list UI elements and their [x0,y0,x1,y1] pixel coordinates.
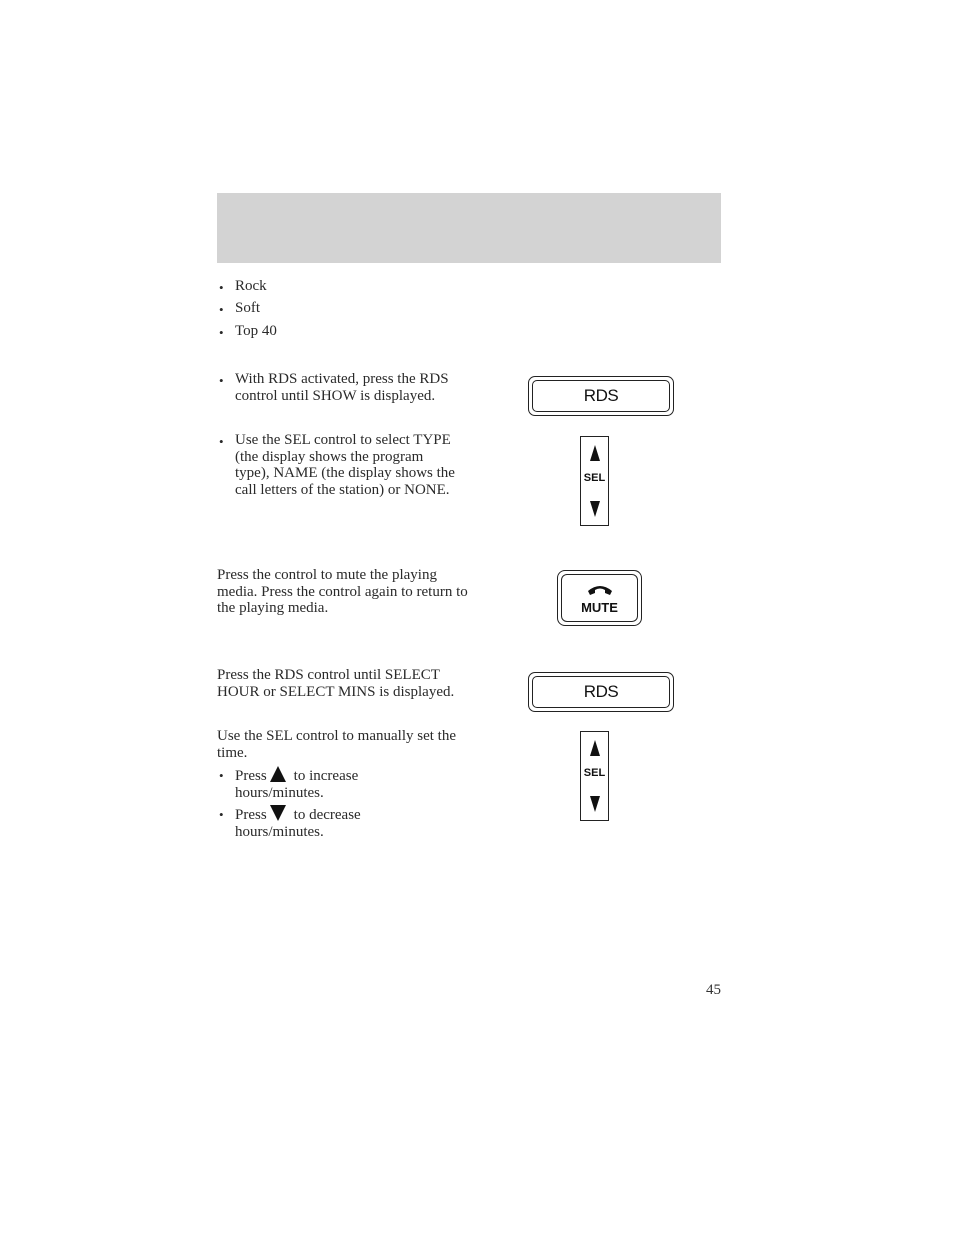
bullet: • [219,768,224,783]
sel-label: SEL [583,767,606,779]
clock-intro: Press the RDS control until SELECT HOUR or SELECT MINS is displayed. [217,667,455,700]
down-arrow-icon [590,501,600,517]
bullet: • [219,373,224,388]
bullet: • [219,807,224,822]
increase-post: to increase [293,768,359,784]
page-number: 45 [706,982,721,998]
decrease-press: Press [235,807,267,823]
mute-instruction: Press the control to mute the playing media. Press the control again to return to the playing media. [217,567,468,616]
bullet: • [219,280,224,295]
increase-instruction [235,766,475,801]
bullet: • [219,302,224,317]
bullet: • [219,434,224,449]
up-arrow-icon [590,445,600,461]
list-item-soft: Soft [235,300,261,316]
bullet: • [219,325,224,340]
rds-button[interactable] [528,672,674,712]
sel-control[interactable] [580,731,609,821]
clock-sel-text: Use the SEL control to manually set the time. [217,728,456,761]
up-arrow-icon [590,740,600,756]
mute-button-frame [561,574,638,622]
rds-button[interactable] [528,376,674,416]
increase-press: Press [235,768,267,784]
down-arrow-icon [590,796,600,812]
show-instruction-sel: Use the SEL control to select TYPE (the display shows the program type), NAME (the display shows the call letters of the station) or NONE. [235,432,455,498]
list-item-rock: Rock [235,278,267,294]
decrease-line2: hours/minutes. [235,823,324,840]
section-header-bar [217,193,721,263]
rds-button-label: RDS [532,380,670,412]
increase-line2: hours/minutes. [235,784,324,801]
mute-button[interactable] [557,570,642,626]
phone-icon [562,575,639,623]
down-arrow-icon [270,805,286,821]
list-item-top-40: Top 40 [235,323,277,339]
decrease-instruction [235,805,475,840]
sel-label: SEL [583,472,606,484]
rds-button-label: RDS [532,676,670,708]
decrease-post: to decrease [293,807,361,823]
up-arrow-icon [270,766,286,782]
sel-control[interactable] [580,436,609,526]
mute-label: MUTE [581,600,618,615]
show-instruction-rds: With RDS activated, press the RDS control until SHOW is displayed. [235,371,449,404]
